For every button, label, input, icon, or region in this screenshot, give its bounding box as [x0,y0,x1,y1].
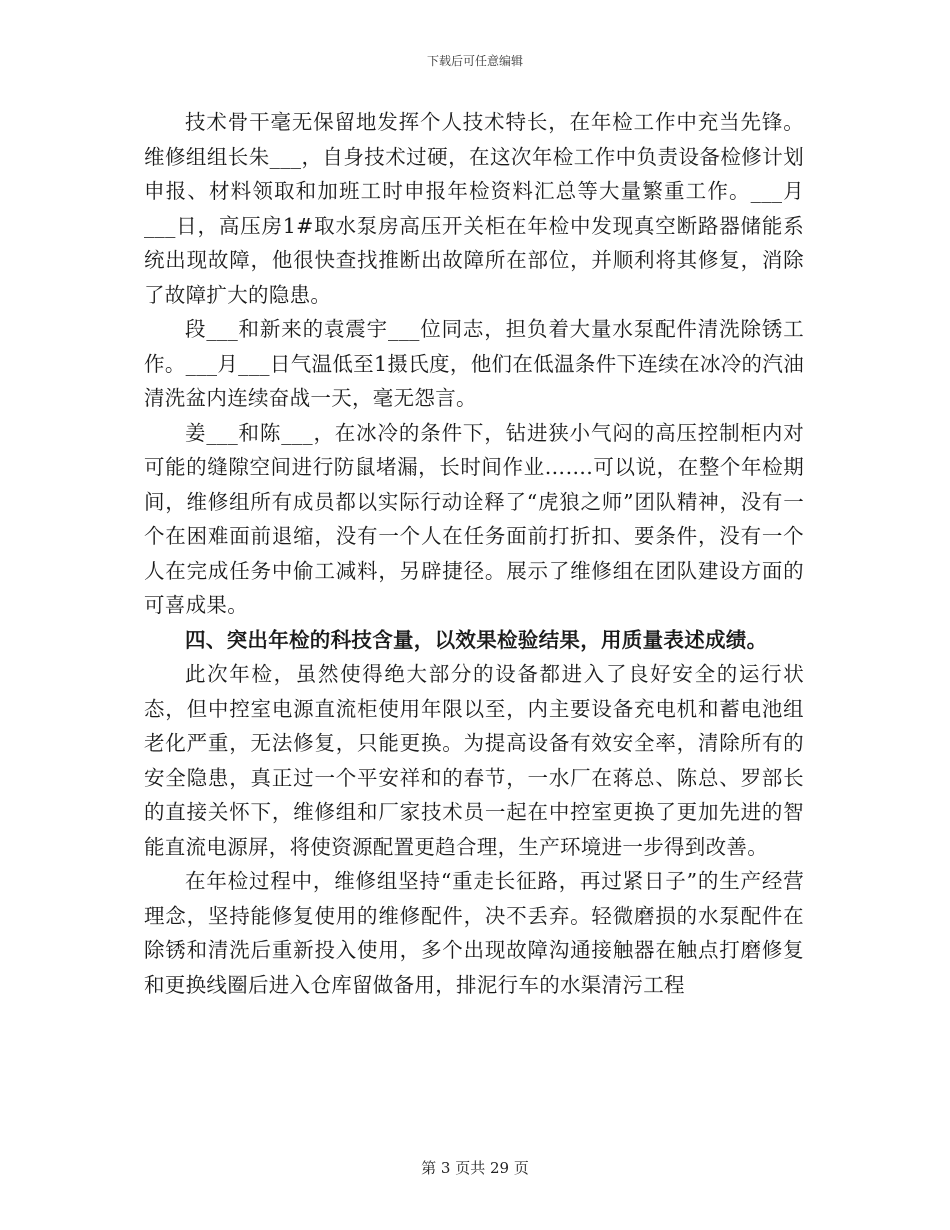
paragraph-1: 技术骨干毫无保留地发挥个人技术特长，在年检工作中充当先锋。维修组组长朱___，自身技术过硬，在这次年检工作中负责设备检修计划申报、材料领取和加班工时申报年检资料汇总等大量繁重工作。___月___日，高压房1#取水泵房高压开关柜在年检中发现真空断路器储能系统出现故障，他很快查找推断出故障所在部位，并顺利将其修复，消除了故障扩大的隐患。 [144,110,804,307]
paragraph-4: 此次年检，虽然使得绝大部分的设备都进入了良好安全的运行状态，但中控室电源直流柜使用年限以至，内主要设备充电机和蓄电池组老化严重，无法修复，只能更换。为提高设备有效安全率，清除所有的安全隐患，真正过一个平安祥和的春节，一水厂在蒋总、陈总、罗部长的直接关怀下，维修组和厂家技术员一起在中控室更换了更加先进的智能直流电源屏，将使资源配置更趋合理，生产环境进一步得到改善。 [144,662,804,859]
paragraph-5: 在年检过程中，维修组坚持“重走长征路，再过紧日子”的生产经营理念，坚持能修复使用的维修配件，决不丢弃。轻微磨损的水泵配件在除锈和清洗后重新投入使用，多个出现故障沟通接触器在触点打磨修复和更换线圈后进入仓库留做备用，排泥行车的水渠清污工程 [144,869,804,997]
section-heading: 四、突出年检的科技含量，以效果检验结果，用质量表述成绩。 [185,627,768,652]
paragraph-3: 姜___和陈___，在冰冷的条件下，钻进狭小气闷的高压控制柜内对可能的缝隙空间进行防鼠堵漏，长时间作业…….可以说，在整个年检期间，维修组所有成员都以实际行动诠释了“虎狼之师”团队精神，没有一个在困难面前退缩，没有一个人在任务面前打折扣、要条件，没有一个人在完成任务中偷工减料，另辟捷径。展示了维修组在团队建设方面的可喜成果。 [144,420,804,617]
page-header: 下载后可任意编辑 [426,54,523,68]
paragraph-2: 段___和新来的袁震宇___位同志，担负着大量水泵配件清洗除锈工作。___月___日气温低至1摄氏度，他们在低温条件下连续在冰冷的汽油清洗盆内连续奋战一天，毫无怨言。 [144,317,804,410]
page-footer: 第 3 页共 29 页 [421,1159,529,1177]
document-body [144,105,804,1002]
